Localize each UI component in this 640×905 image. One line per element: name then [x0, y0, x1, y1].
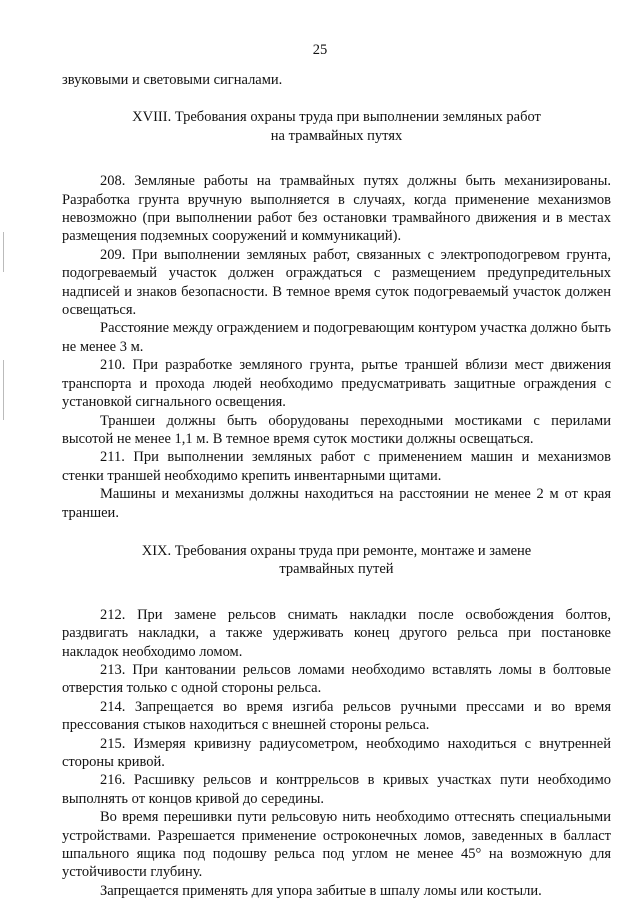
page-number: 25: [312, 42, 328, 58]
paragraph-209: 209. При выполнении земляных работ, связанных с электроподогревом грунта, подогреваемый участок должен ограждаться с размещением предупредительных надписей и знаков безопасности. В темное время суток подогреваемый участок должен освещаться.: [62, 246, 611, 319]
scan-edge-mark: [3, 232, 4, 272]
document-body: [62, 71, 611, 900]
section-19-body: [62, 606, 611, 901]
opening-line: звуковыми и световыми сигналами.: [62, 72, 283, 88]
paragraph-210: 210. При разработке земляного грунта, рытье траншей вблизи мест движения транспорта и прохода людей необходимо предусматривать защитные ограждения с установкой сигнального освещения.: [62, 357, 611, 411]
paragraph-211: 211. При выполнении земляных работ с применением машин и механизмов стенки траншей необходимо крепить инвентарными щитами.: [62, 449, 611, 484]
paragraph-213: 213. При кантовании рельсов ломами необходимо вставлять ломы в болтовые отверстия только с одной стороны рельса.: [62, 661, 611, 697]
paragraph-215: 215. Измеряя кривизну радиусометром, необходимо находиться с внутренней стороны кривой.: [62, 735, 611, 770]
paragraph-208: 208. Земляные работы на трамвайных путях должны быть механизированы. Разработка грунта вручную выполняется в случаях, когда применение механизмов невозможно (при выполнении работ без остановки трамвайного движения и в местах размещения подземных сооружений и коммуникаций).: [62, 173, 611, 245]
section-heading-18-line2: на трамвайных путях: [270, 127, 403, 144]
scan-edge-mark: [3, 360, 4, 420]
paragraph-214: 214. Запрещается во время изгиба рельсов ручными прессами и во время прессования стыков находиться с внешней стороны рельса.: [62, 698, 611, 734]
paragraph-210-bridges: Траншеи должны быть оборудованы переходными мостиками с перилами высотой не менее 1,1 м. В темное время суток мостики должны освещаться.: [62, 412, 611, 447]
paragraph-216-rail-shift: Во время перешивки пути рельсовую нить необходимо оттеснять специальными устройствами. Разрешается применение остроконечных ломов, заведенных в балласт шпального ящика под подошву рельса под углом не менее 45° на возможную для устойчивости глубину.: [62, 809, 611, 881]
section-heading-18: [62, 108, 611, 145]
section-heading-19: [62, 542, 611, 579]
paragraph-216-prohibition: Запрещается применять для упора забитые в шпалу ломы или костыли.: [100, 882, 542, 899]
paragraph-211-machines: Машины и механизмы должны находиться на расстоянии не менее 2 м от края траншеи.: [62, 486, 611, 521]
section-heading-18-line1: XVIII. Требования охраны труда при выполнении земляных работ: [132, 109, 541, 126]
section-heading-19-line1: XIX. Требования охраны труда при ремонте, монтаже и замене: [141, 542, 532, 559]
section-18-body: [62, 172, 611, 522]
paragraph-212: 212. При замене рельсов снимать накладки после освобождения болтов, раздвигать накладки, а также удерживать конец другого рельса при постановке накладок необходимо ломом.: [62, 606, 611, 660]
section-heading-19-line2: трамвайных путей: [279, 561, 394, 578]
paragraph-209-distance: Расстояние между ограждением и подогревающим контуром участка должно быть не менее 3 м.: [62, 320, 611, 355]
paragraph-216: 216. Расшивку рельсов и контррельсов в кривых участках пути необходимо выполнять от концов кривой до середины.: [62, 772, 611, 807]
